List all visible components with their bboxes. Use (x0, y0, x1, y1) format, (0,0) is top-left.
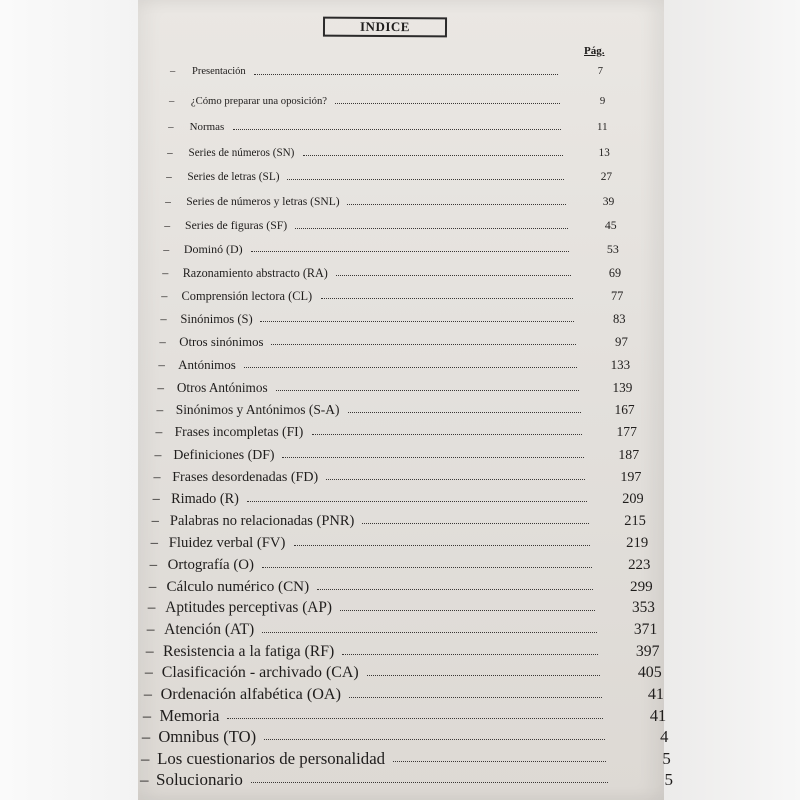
toc-entry-label: Fluidez verbal (FV) (168, 535, 286, 551)
toc-entry-page: 77 (610, 289, 624, 304)
background-right (664, 0, 800, 800)
toc-dot-leader (349, 683, 602, 698)
toc-entry-label: Comprensión lectora (CL) (181, 289, 313, 304)
toc-entry-page: 83 (613, 312, 626, 327)
toc-entry-page: 167 (614, 402, 635, 418)
toc-entry (138, 89, 664, 113)
toc-dot-leader (295, 214, 568, 229)
toc-dot-leader (362, 509, 589, 524)
toc-dash: – (158, 356, 165, 372)
toc-entry (138, 330, 664, 354)
toc-entry-page: 215 (624, 513, 646, 530)
toc-dot-leader (282, 443, 583, 458)
toc-dot-leader (244, 353, 577, 368)
book-page (138, 0, 673, 800)
toc-dot-leader (264, 725, 604, 740)
toc-dash: – (169, 95, 175, 108)
toc-dash: – (166, 171, 172, 184)
toc-dash: – (165, 195, 171, 208)
toc-entry-label: Clasificación - archivado (CA) (161, 664, 359, 682)
toc-entry (138, 376, 664, 400)
toc-entry (138, 553, 664, 577)
toc-dot-leader (367, 661, 600, 676)
toc-dot-leader (340, 596, 595, 611)
toc-dot-leader (287, 165, 564, 180)
toc-entry-label: Sinónimos (S) (180, 312, 253, 327)
toc-entry-page: 397 (635, 642, 660, 660)
toc-entry-label: Atención (AT) (164, 621, 255, 639)
toc-dash: – (146, 621, 155, 639)
toc-entry (138, 190, 664, 214)
toc-entry-page: 299 (630, 578, 653, 595)
toc-dot-leader (251, 237, 569, 252)
toc-dot-leader (262, 618, 597, 633)
toc-entry-label: Otros sinónimos (179, 335, 264, 350)
toc-dot-leader (303, 141, 563, 156)
toc-dash: – (140, 748, 150, 768)
toc-entry-label: Rimado (R) (171, 491, 239, 508)
toc-dash: – (162, 265, 169, 280)
index-title: INDICE (323, 17, 447, 38)
toc-entry-page: 41 (649, 706, 667, 726)
toc-entry-label: Series de letras (SL) (187, 171, 280, 184)
toc-dot-leader (233, 115, 562, 130)
toc-entry (138, 353, 664, 377)
toc-entry (138, 465, 664, 489)
toc-dot-leader (321, 284, 573, 299)
toc-dash: – (152, 491, 160, 508)
toc-entry (138, 509, 664, 533)
toc-dash: – (159, 335, 166, 350)
toc-entry-page: 97 (615, 335, 628, 350)
toc-entry (138, 575, 664, 599)
toc-entry-page: 353 (631, 599, 655, 617)
toc-entry-label: Omnibus (TO) (158, 727, 257, 747)
toc-entry-label: Ordenación alfabética (OA) (160, 685, 341, 703)
toc-dot-leader (393, 747, 606, 762)
toc-entry-page: 405 (637, 664, 662, 682)
toc-dot-leader (342, 640, 598, 655)
toc-entry (138, 768, 673, 792)
toc-entry-label: Presentación (192, 66, 246, 77)
toc-dash: – (160, 312, 167, 327)
toc-dot-leader (335, 89, 560, 104)
toc-dash: – (161, 289, 168, 304)
toc-entry-label: Sinónimos y Antónimos (S-A) (175, 402, 340, 418)
toc-entry-page: 11 (597, 121, 608, 134)
toc-entry (138, 618, 664, 642)
toc-dash: – (155, 424, 163, 440)
toc-entry (138, 398, 664, 422)
toc-entry (138, 596, 664, 620)
toc-dot-leader (271, 330, 576, 345)
toc-entry-label: Series de números (SN) (188, 146, 295, 159)
toc-entry-label: Palabras no relacionadas (PNR) (169, 513, 355, 530)
toc-entry-page: 133 (610, 356, 631, 372)
toc-dot-leader (247, 487, 587, 502)
toc-entry (138, 261, 664, 285)
toc-entry-page: 4 (660, 727, 669, 747)
toc-entry-label: Los cuestionarios de personalidad (157, 748, 386, 768)
toc-entry (138, 237, 664, 261)
toc-entry (138, 640, 664, 664)
toc-dash: – (164, 218, 171, 232)
toc-dash: – (147, 599, 156, 617)
toc-entry-label: Solucionario (156, 770, 243, 789)
toc-entry-label: Razonamiento abstracto (RA) (182, 265, 328, 280)
toc-dash: – (142, 706, 152, 726)
toc-entry-label: Series de números y letras (SNL) (186, 195, 340, 208)
toc-entry (138, 307, 664, 331)
toc-dot-leader (251, 768, 608, 783)
toc-entry (138, 284, 664, 308)
page-column-header: Pág. (584, 45, 605, 57)
toc-entry-label: ¿Cómo preparar una oposición? (190, 95, 328, 108)
toc-entry-label: Series de figuras (SF) (185, 218, 288, 232)
toc-entry (138, 661, 664, 685)
toc-entry-page: 45 (604, 218, 617, 232)
toc-entry-page: 209 (622, 491, 644, 508)
toc-entry-label: Ortografía (O) (167, 556, 255, 573)
toc-entry-page: 5 (664, 770, 673, 789)
toc-dot-leader (260, 307, 574, 322)
toc-entry-label: Otros Antónimos (176, 379, 268, 395)
toc-dot-leader (348, 398, 581, 413)
toc-entry-page: 223 (628, 556, 651, 573)
toc-entry-label: Memoria (159, 706, 220, 726)
toc-dash: – (148, 578, 157, 595)
toc-entry (138, 683, 664, 707)
toc-dot-leader (254, 60, 558, 75)
toc-entry-label: Dominó (D) (183, 242, 243, 257)
toc-entry-page: 41 (647, 685, 664, 703)
toc-entry-page: 5 (662, 748, 671, 768)
toc-dot-leader (317, 575, 593, 590)
toc-entry-label: Frases incompletas (FI) (174, 424, 304, 440)
toc-entry-label: Resistencia a la fatiga (RF) (162, 642, 335, 660)
toc-dash: – (157, 379, 165, 395)
toc-entry-page: 371 (633, 621, 658, 639)
toc-dot-leader (262, 553, 592, 568)
toc-entry (138, 487, 664, 511)
toc-dash: – (154, 446, 162, 462)
toc-entry-page: 53 (606, 242, 619, 257)
toc-dot-leader (336, 261, 571, 276)
toc-entry (138, 420, 664, 444)
toc-entry (138, 60, 664, 84)
toc-dash: – (153, 468, 161, 485)
toc-entry-page: 187 (618, 446, 640, 462)
toc-entry-page: 9 (599, 95, 606, 108)
toc-entry-label: Definiciones (DF) (173, 446, 275, 462)
toc-dot-leader (227, 704, 603, 719)
background-left (0, 0, 138, 800)
toc-dot-leader (312, 420, 583, 435)
toc-entry-label: Cálculo numérico (CN) (166, 578, 310, 595)
toc-entry-label: Frases desordenadas (FD) (172, 468, 319, 485)
toc-entry-page: 39 (602, 195, 615, 208)
toc-entry (138, 165, 664, 189)
toc-entry-page: 13 (598, 146, 610, 159)
toc-entry (138, 115, 664, 139)
toc-entry-page: 139 (612, 379, 633, 395)
toc-dash: – (143, 685, 152, 703)
toc-dash: – (149, 556, 158, 573)
toc-dot-leader (347, 190, 566, 205)
toc-dash: – (163, 242, 170, 257)
toc-entry (138, 443, 664, 467)
toc-entry (138, 141, 664, 165)
toc-dot-leader (276, 376, 579, 391)
toc-entry-label: Antónimos (178, 356, 236, 372)
toc-dash: – (145, 642, 154, 660)
toc-dash: – (141, 727, 151, 747)
toc-entry-label: Aptitudes perceptivas (AP) (165, 599, 332, 617)
toc-entry-label: Normas (189, 121, 225, 134)
toc-entry-page: 69 (608, 265, 622, 280)
toc-dot-leader (326, 465, 585, 480)
toc-dash: – (144, 664, 153, 682)
toc-dash: – (140, 770, 149, 789)
toc-dot-leader (294, 531, 590, 546)
toc-dash: – (168, 121, 174, 134)
toc-entry (138, 214, 664, 238)
toc-entry-page: 177 (616, 424, 637, 440)
toc-entry-page: 27 (600, 171, 613, 184)
toc-dash: – (170, 66, 176, 77)
toc-entry-page: 7 (597, 66, 603, 77)
toc-entry-page: 197 (620, 468, 642, 485)
toc-dash: – (156, 402, 164, 418)
toc-entry (138, 531, 664, 555)
toc-dash: – (167, 146, 173, 159)
toc-entry-page: 219 (626, 535, 649, 551)
toc-dash: – (151, 513, 159, 530)
toc-dash: – (150, 535, 158, 551)
